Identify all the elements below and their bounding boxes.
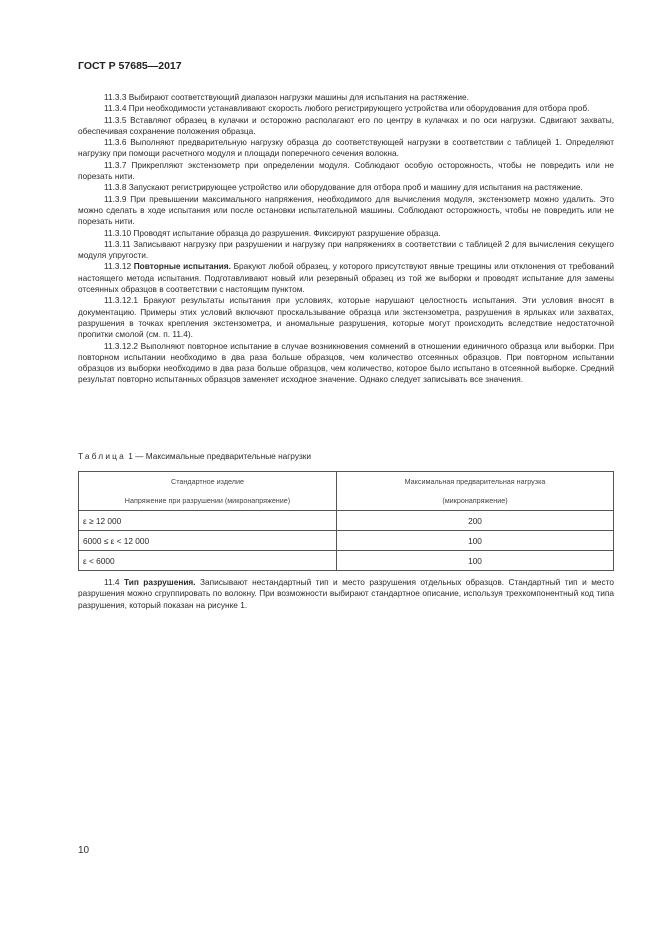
table-caption-title: 1 — Максимальные предварительные нагрузки [128, 451, 312, 461]
paragraph-heading: Тип разрушения. [124, 577, 196, 587]
document-code: ГОСТ Р 57685—2017 [78, 60, 182, 72]
table-cell-value: 100 [337, 551, 614, 571]
paragraph-11-3-8: 11.3.8 Запускают регистрирующее устройство или оборудование для отбора проб и машину для испытания на растяжение. [104, 182, 583, 193]
preload-table [78, 471, 614, 571]
paragraph-text: Бракуют любой образец, у которого присутствуют явные трещины или отклонения от требований настоящего метода испытания. Подготавливают новый или резервный образец из той же выборки и проводят испытание для замены отсеянных образцов в соответствии с настоящим пунктом. [78, 261, 614, 295]
table-caption-word: Таблица [78, 451, 126, 461]
table-header-cell: Максимальная предварительная нагрузка [337, 472, 614, 492]
document-body [78, 92, 614, 386]
paragraph-11-3-11: 11.3.11 Записывают нагрузку при разрушении и нагрузку при напряжениях в соответствии с таблицей 2 для вычисления секущего модуля упругости. [78, 238, 614, 261]
table-row [79, 511, 614, 531]
paragraph-11-3-6: 11.3.6 Выполняют предварительную нагрузку образца до соответствующей нагрузки в соответствии с таблицей 1. Определяют нагрузку при помощи расчетного модуля и площади поперечного сечения волокна. [78, 137, 614, 159]
paragraph-11-3-12 [78, 261, 614, 295]
paragraph-11-3-12-1: 11.3.12.1 Бракуют результаты испытания при условиях, которые нарушают целостность испытания. Эти условия вносят в документацию. Примеры этих условий включают проскальзывание образца или экстензометра, разрушения в ярлыках или захватах, разрушения в точках крепления экстензометра, и аномальные разрушения, которые могут происходить вследствие недостаточной пропитки смолой (см. п. 11.4). [78, 295, 614, 340]
paragraph-11-3-3: 11.3.3 Выбирают соответствующий диапазон нагрузки машины для испытания на растяжение. [104, 92, 469, 102]
table-cell-range: ε ≥ 12 000 [79, 511, 337, 531]
table-cell-value: 200 [337, 511, 614, 531]
table-cell-range: ε < 6000 [79, 551, 337, 571]
paragraph-11-3-7: 11.3.7 Прикрепляют экстензометр при определении модуля. Соблюдают особую осторожность, чтобы не повредить или не порезать нити. [78, 159, 614, 182]
table-subheader-row [79, 491, 614, 511]
paragraph-11-4 [78, 577, 614, 611]
page-number: 10 [78, 845, 90, 856]
section-11-4 [78, 577, 614, 611]
table-header-row [79, 472, 614, 492]
paragraph-11-3-5: 11.3.5 Вставляют образец в кулачки и осторожно располагают его по центру в кулачках и по оси нагрузки. Сдвигают захваты, обеспечивая сохранение положения образца. [78, 114, 614, 136]
paragraph-11-3-4: 11.3.4 При необходимости устанавливают скорость любого регистрирующего устройства или оборудования для отбора проб. [104, 103, 590, 114]
table-caption [78, 451, 311, 461]
paragraph-11-3-12-2: 11.3.12.2 Выполняют повторное испытание в случае возникновения сомнений в отношении единичного образца или выборки. При повторном испытании необходимо в два раза больше образцов, чем количество отсеянных образцов. При повторном испытании образцов из выборки необходимо в два раза больше образцов, чем количество, которое было испытано в отсеянной выборке. Средний результат повторно испытанных образцов заменяет исходное значение. Однако следует записывать все значения. [78, 340, 614, 385]
table-row [79, 531, 614, 551]
table-cell-range: 6000 ≤ ε < 12 000 [79, 531, 337, 551]
paragraph-11-3-10: 11.3.10 Проводят испытание образца до разрушения. Фиксируют разрушение образца. [104, 227, 441, 238]
paragraph-11-3-9: 11.3.9 При превышении максимального напряжения, необходимого для вычисления модуля, экстензометр можно удалить. Это можно сделать в ходе испытания или после остановки испытательной машины. Соблюдают осторожность, чтобы не повредить или не порезать нити. [78, 193, 614, 227]
table-row [79, 551, 614, 571]
paragraph-heading: Повторные испытания. [133, 261, 231, 272]
table-header-cell: Стандартное изделие [79, 472, 337, 492]
table-cell-value: 100 [337, 531, 614, 551]
paragraph-text: Записывают нестандартный тип и место разрушения отдельных образцов. Стандартный тип и место разрушения можно сгруппировать по волокну. При возможности выбирают стандартное описание, используя трехкомпонентный код типа разрушения, который показан на рисунке 1. [78, 577, 614, 610]
table-header-cell: (микронапряжение) [337, 491, 614, 511]
table-header-cell: Напряжение при разрушении (микронапряжение) [79, 491, 337, 511]
paragraph-number: 11.3.12 [104, 261, 132, 272]
paragraph-number: 11.4 [104, 577, 120, 587]
